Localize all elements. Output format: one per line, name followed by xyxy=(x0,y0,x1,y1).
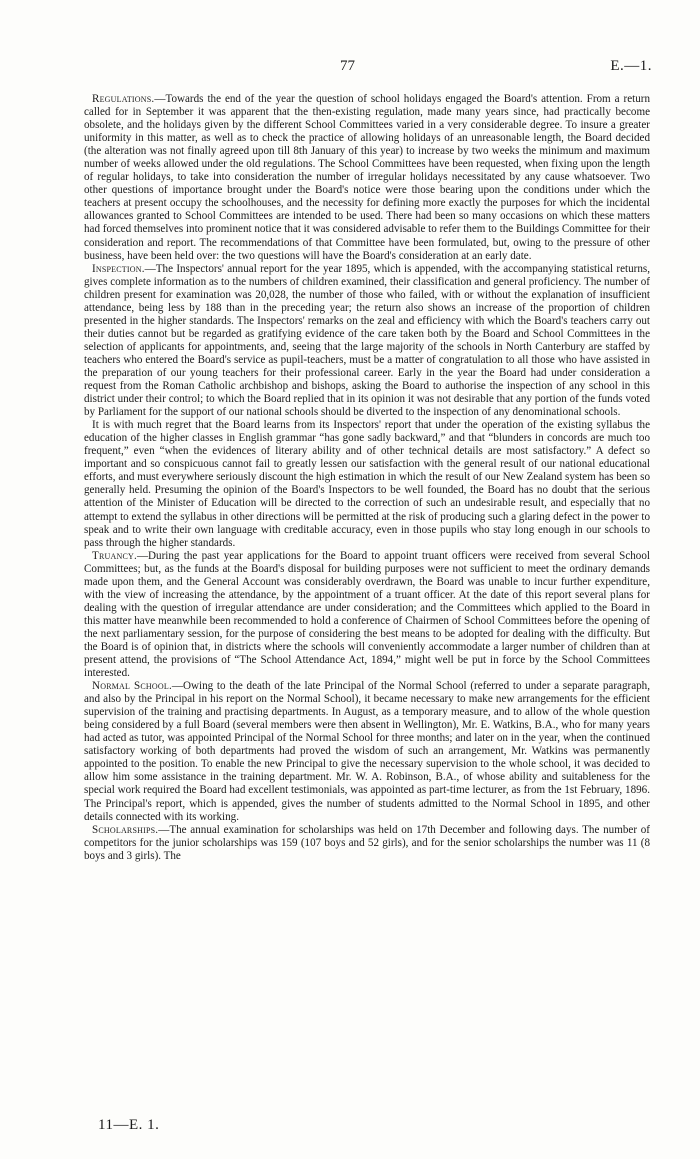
paragraph-text: It is with much regret that the Board learns from its Inspectors' report that under the operation of the existing syllabus the education of the higher classes in English grammar “has gone sadly backward,” and that “blunders in concords are much too frequent,” even “when the evidences of literary ability and of other technical details are most satisfactory.” A defect so important and so conspicuous cannot fail to greatly lessen our satisfaction with the general result of our national educational efforts, and must everywhere seriously discount the high estimation in which the result of our New Zealand system has been so generally held. Presuming the opinion of the Board's Inspectors to be well founded, the Board has no doubt that the serious attention of the Minister of Education will be directed to the correction of such an undesirable result, and especially that no attempt to extend the syllabus in other directions will be permitted at the risk of producing such a glaring defect in the power to speak and to write their own language with creditable accuracy, even in those pupils who stay long enough in our schools to pass through the higher standards. xyxy=(84,419,650,549)
sheet-signature: 11—E. 1. xyxy=(98,1117,160,1133)
page-number: 77 xyxy=(340,58,355,74)
paragraph-text: —Towards the end of the year the question of school holidays engaged the Board's attention. From a return called for in September it was apparent that the then-existing regulation, made many years since, had practically become obsolete, and the holidays given by the different School Committees varied in a very considerable degree. To insure a greater uniformity in this matter, as well as to check the practice of allowing holidays of an unreasonable length, the Board decided (the alteration was not finally agreed upon till 8th January of this year) to increase by two weeks the minimum and maximum number of weeks allowed under the old regulations. The School Committees have been requested, when fixing upon the length of regular holidays, to take into consideration the number of irregular holidays necessitated by any cause whatsoever. Two other questions of importance brought under the Board's notice were those bearing upon the conditions under which the teachers at present occupy the schoolhouses, and the necessity for defining more exactly the purposes for which the incidental allowances granted to School Committees are intended to be used. There had been so many occasions on which these matters had forced themselves into prominent notice that it was considered advisable to refer them to the Buildings Committee for their consideration and report. The recommendations of that Committee have been formulated, but, owing to the pressure of other business, have been held over: the two questions will have the Board's consideration at an early date. xyxy=(84,93,650,262)
paragraph-truancy xyxy=(84,550,650,680)
document-body xyxy=(84,93,650,863)
paragraph-heading: Scholarships. xyxy=(92,823,159,836)
paragraph-text: —Owing to the death of the late Principal of the Normal School (referred to under a separate paragraph, and also by the Principal in his report on the Normal School), it became necessary to make new arrangements for the efficient supervision of the training and practising departments. In August, as a temporary measure, and to allow of the whole question being considered by a full Board (several members were then absent in Wellington), Mr. E. Watkins, B.A., who for many years had acted as tutor, was appointed Principal of the Normal School for three months; and later on in the year, when the continued satisfactory working of both departments had proved the wisdom of such an arrangement, Mr. Watkins was permanently appointed to the position. To enable the new Principal to give the necessary supervision to the whole school, it was decided to allow him some assistance in the training department. Mr. W. A. Robinson, B.A., of whose ability and suitableness for the special work required the Board had excellent testimonials, was appointed as part-time lecturer, as from the 1st February, 1896. The Principal's report, which is appended, gives the number of students admitted to the Normal School in 1895, and other details connected with its working. xyxy=(84,680,650,823)
paragraph-grammar xyxy=(84,419,650,549)
paragraph-heading: Truancy. xyxy=(92,549,137,562)
paragraph-text: —The annual examination for scholarships was held on 17th December and following days. The number of competitors for the junior scholarships was 159 (107 boys and 52 girls), and for the senior scholarships the number was 11 (8 boys and 3 girls). The xyxy=(84,823,650,862)
paragraph-text: —The Inspectors' annual report for the year 1895, which is appended, with the accompanying statistical returns, gives complete information as to the numbers of children examined, their classification and general proficiency. The number of children present for examination was 20,028, the number of those who failed, with or without the explanation of insufficient attendance, being less by 188 than in the preceding year; the return also shows an increase of the proportion of children presented in the higher standards. The Inspectors' remarks on the zeal and efficiency with which the Board's teachers carry out their duties cannot but be regarded as gratifying evidence of the care taken both by the Board and School Committees in the selection of applicants for appointments, and, seeing that the large majority of the schools in North Canterbury are staffed by teachers who entered the Board's service as pupil-teachers, must be a matter of congratulation to all those who have assisted in the preparation of our young teachers for their professional career. Early in the year the Board had under consideration a request from the Roman Catholic archbishop and bishops, asking the Board to authorise the inspection of any school in this district under their control; to which the Board replied that in its opinion it was not desirable that any portion of the funds voted by Parliament for the support of our national schools should be diverted to the inspection of any denominational schools. xyxy=(84,262,650,419)
paragraph-heading: Normal School. xyxy=(92,680,172,693)
document-reference: E.—1. xyxy=(610,58,652,74)
paragraph-heading: Regulations. xyxy=(92,93,155,105)
paragraph-scholarships xyxy=(84,824,650,863)
paragraph-regulations xyxy=(84,93,650,263)
page-header xyxy=(0,58,700,78)
paragraph-heading: Inspection. xyxy=(92,262,145,275)
paragraph-normal-school xyxy=(84,680,650,824)
paragraph-text: —During the past year applications for the Board to appoint truant officers were received from several School Committees; but, as the funds at the Board's disposal for building purposes were not sufficient to meet the ordinary demands made upon them, and the General Account was considerably overdrawn, the Board was unable to incur further expenditure, with the view of increasing the attendance, by the appointment of a truant officer. At the date of this report several plans for dealing with the question of irregular attendance are under consideration; and the Committees which applied to the Board in this matter have meanwhile been recommended to hold a conference of Chairmen of School Committees before the opening of the next parliamentary session, for the purpose of considering the best means to be adopted for dealing with the difficulty. But the Board is of opinion that, in districts where the schools will conveniently accommodate a larger number of children than at present attend, the provisions of “The School Attendance Act, 1894,” might well be put in force by the School Committees interested. xyxy=(84,549,650,680)
paragraph-inspection xyxy=(84,263,650,420)
